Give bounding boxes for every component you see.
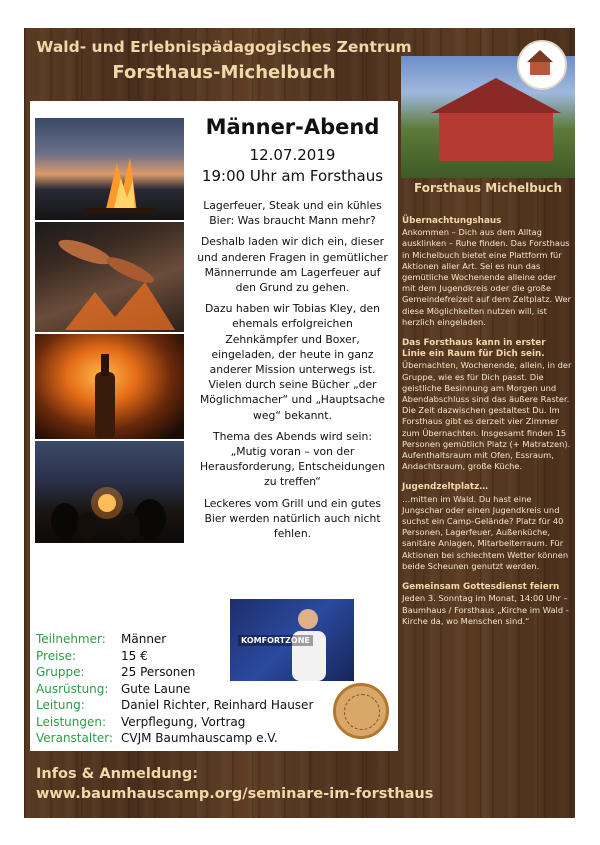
grill-photo: [35, 222, 184, 332]
footer-info-label: Infos & Anmeldung:: [36, 766, 199, 782]
detail-value: Männer: [121, 632, 167, 646]
detail-row: [36, 664, 313, 681]
event-time: 19:00 Uhr am Forsthaus: [201, 167, 384, 185]
sidebar-title: Forsthaus Michelbuch: [413, 181, 562, 195]
detail-value: Gute Laune: [121, 681, 191, 696]
detail-label: Teilnehmer:: [36, 632, 106, 646]
detail-row: [36, 681, 313, 698]
event-card: [30, 101, 398, 751]
event-description: [195, 198, 390, 547]
group-campfire-photo: [35, 441, 184, 543]
sidebar-heading: Gemeinsam Gottesdienst feiern: [402, 582, 560, 593]
event-date: 12.07.2019: [249, 146, 336, 164]
detail-label: Preise:: [36, 648, 77, 663]
sidebar-heading: Jugendzeltplatz…: [402, 482, 489, 493]
lake-campfire-photo: [35, 118, 184, 220]
sidebar-text: Ankommen – Dich aus dem Alltag ausklinken – Ruhe finden. Das Forsthaus in Michelbuch bietet eine Plattform für Aktionen aller Art. Sei es nun das gemütliche Wochenende alleine oder mit dem Jugendkreis oder die große Gemeindefreizeit auf dem Zeltplatz. Wer diese Möglichkeiten nutzen will, ist herzlich eingeladen.: [402, 227, 571, 327]
description-paragraph: Leckeres vom Grill und ein gutes Bier werden natürlich auch nicht fehlen.: [203, 496, 382, 541]
event-title: Männer-Abend: [205, 115, 380, 139]
detail-label: Leistungen:: [36, 714, 107, 729]
speaker-caption: KOMFORTZONE: [238, 635, 313, 646]
detail-label: Veranstalter:: [36, 731, 114, 745]
description-paragraph: Deshalb laden wir dich ein, dieser und anderen Fragen in gemütlicher Männerrunde am Lagerfeuer auf den Grund zu gehen.: [197, 235, 388, 295]
beer-bottle-photo: [35, 334, 184, 439]
sidebar-heading: Übernachtungshaus: [402, 216, 502, 226]
detail-row: [36, 648, 313, 665]
detail-label: Ausrüstung:: [36, 681, 109, 696]
detail-value: Verpflegung, Vortrag: [121, 714, 246, 729]
detail-row: [36, 714, 313, 731]
detail-value: Daniel Richter, Reinhard Hauser: [121, 698, 314, 712]
detail-label: Leitung:: [36, 698, 85, 712]
detail-row: [36, 631, 313, 648]
footer-website-link[interactable]: www.baumhauscamp.org/seminare-im-forsthaus: [36, 786, 434, 802]
sidebar-info: [402, 216, 572, 637]
sidebar-text: …mitten im Wald. Du hast eine Jungschar oder einen Jugendkreis und suchst ein Camp-Gelände? Platz für 40 Personen, Lagerfeuer, Außenküche, sanitäre Anlagen, Mitarbeiterraum. Für Aktionen bei schlechtem Wetter können beide Scheunen genutzt werden.: [402, 493, 569, 571]
org-name-line1: Wald- und Erlebnispädagogisches Zentrum: [36, 38, 412, 56]
detail-label: Gruppe:: [36, 665, 85, 679]
baumhauscamp-logo: [333, 683, 389, 739]
sidebar-heading: Das Forsthaus kann in erster Linie ein Raum für Dich sein.: [402, 338, 546, 360]
description-paragraph: Dazu haben wir Tobias Kley, den ehemals erfolgreichen Zehnkämpfer und Boxer, eingeladen, der heute in ganz anderer Mission unterwegs ist. Vielen durch seine Bücher „der Möglichmacher“ und „Hauptsache weg“ bekannt.: [199, 302, 386, 422]
org-name-line2: Forsthaus-Michelbuch: [112, 62, 336, 83]
event-details: [36, 631, 313, 747]
sidebar-text: Übernachten, Wochenende, allein, in der Gruppe, wie es für Dich passt. Die geistliche Besinnung am Morgen und Abendabschluss sind das äußere Raster. Die Zeit dazwischen gestaltest Du. Im Forsthaus gibt es derzeit vier Zimmer zum Übernachten. Insgesamt finden 15 Personen gemütlich Platz (+ Matratzen). Aufenthaltsraum mit Ofen, Essraum, Andachtsraum, große Küche.: [402, 360, 572, 472]
detail-value: 25 Personen: [121, 665, 196, 679]
sidebar-text: Jeden 3. Sonntag im Monat, 14:00 Uhr – Baumhaus / Forsthaus „Kirche im Wald - Kirche da, wo Menschen sind.“: [402, 593, 569, 626]
detail-row: [36, 697, 313, 714]
description-paragraph: Thema des Abends wird sein: „Mutig voran – von der Herausforderung, Entscheidungen zu treffen“: [199, 429, 386, 489]
detail-row: [36, 730, 313, 747]
detail-value: CVJM Baumhauscamp e.V.: [121, 731, 278, 745]
forsthaus-logo: [517, 40, 567, 90]
poster: [24, 28, 575, 818]
detail-value: 15 €: [121, 648, 148, 663]
description-paragraph: Lagerfeuer, Steak und ein kühles Bier: Was braucht Mann mehr?: [203, 199, 382, 228]
